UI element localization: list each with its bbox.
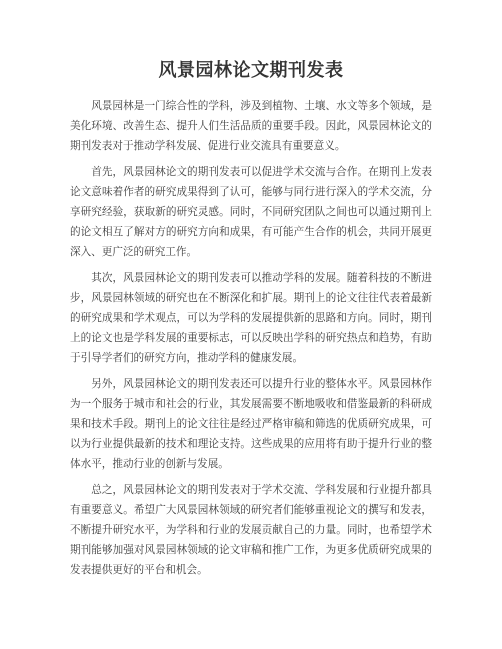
document-body <box>70 96 432 580</box>
paragraph-2: 首先，风景园林论文的期刊发表可以促进学术交流与合作。在期刊上发表论文意味着作者的研究成果得到了认可，能够与同行进行深入的学术交流，分享研究经验，获取新的研究灵感。同时，不同研究团队之间也可以通过期刊上的论文相互了解对方的研究方向和成果，有可能产生合作的机会，共同开展更深入、更广泛的研究工作。 <box>70 166 432 258</box>
paragraph-4: 另外，风景园林论文的期刊发表还可以提升行业的整体水平。风景园林作为一个服务于城市和社会的行业，其发展需要不断地吸收和借鉴最新的科研成果和技术手段。期刊上的论文往往是经过严格审稿和筛选的优质研究成果，可以为行业提供最新的技术和理论支持。这些成果的应用将有助于提升行业的整体水平，推动行业的创新与发展。 <box>70 378 432 470</box>
paragraph-5: 总之，风景园林论文的期刊发表对于学术交流、学科发展和行业提升都具有重要意义。希望广大风景园林领域的研究者们能够重视论文的撰写和发表，不断提升研究水平，为学科和行业的发展贡献自己的力量。同时，也希望学术期刊能够加强对风景园林领域的论文审稿和推广工作，为更多优质研究成果的发表提供更好的平台和机会。 <box>70 484 432 576</box>
paragraph-3: 其次，风景园林论文的期刊发表可以推动学科的发展。随着科技的不断进步，风景园林领域的研究也在不断深化和扩展。期刊上的论文往往代表着最新的研究成果和学术观点，可以为学科的发展提供新的思路和方向。同时，期刊上的论文也是学科发展的重要标志，可以反映出学科的研究热点和趋势，有助于引导学者们的研究方向，推动学科的健康发展。 <box>70 272 432 364</box>
paragraph-1: 风景园林是一门综合性的学科，涉及到植物、土壤、水文等多个领域，是美化环境、改善生态、提升人们生活品质的重要手段。因此，风景园林论文的期刊发表对于推动学科发展、促进行业交流具有重要意义。 <box>70 100 432 152</box>
document-title: 风景园林论文期刊发表 <box>158 60 344 81</box>
